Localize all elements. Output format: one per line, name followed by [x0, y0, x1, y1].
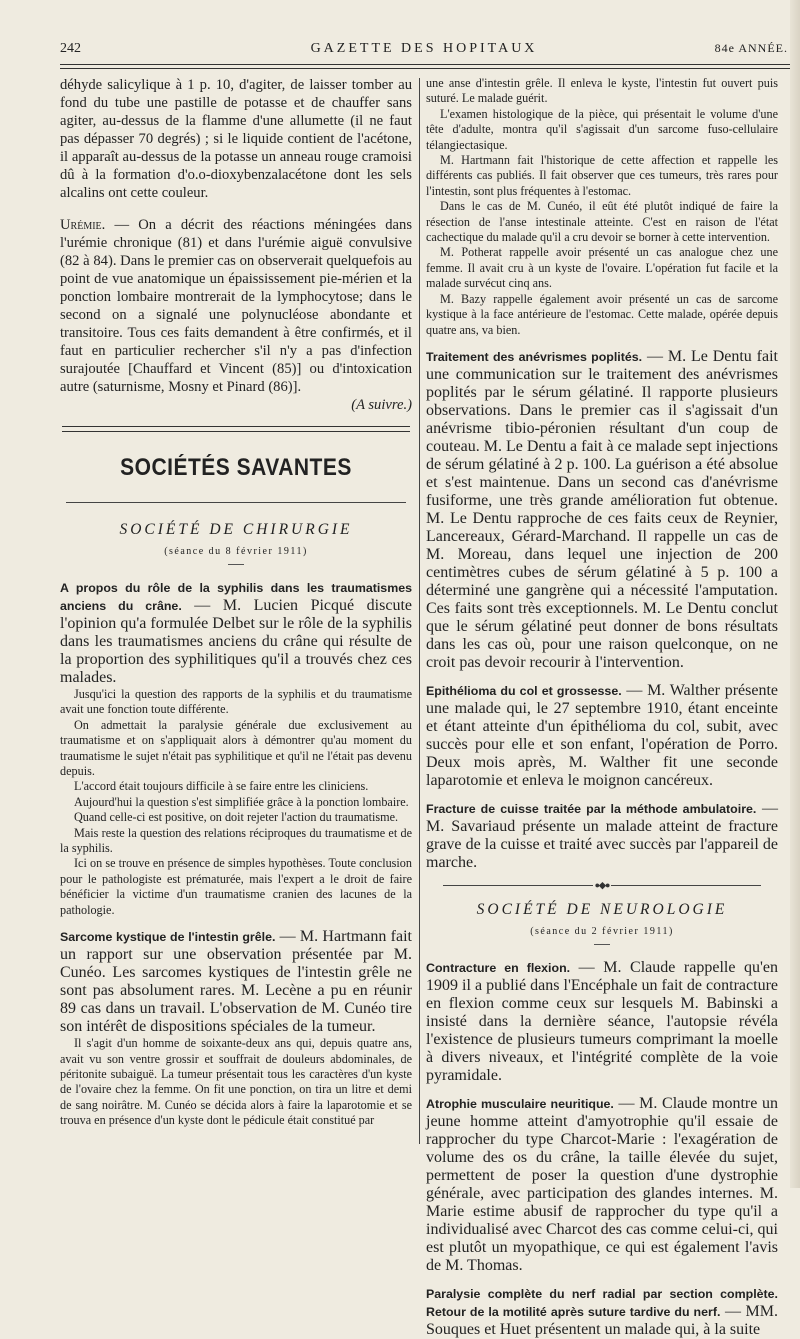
- page-header: [60, 41, 788, 61]
- uremie-text: — On a décrit des réactions méningées dans l'urémie chronique (81) et dans l'urémie aiguë convulsive (82 à 84). Dans le premier cas on observerait quelquefois au point de vue anatomique un épaississement pie-mérien et la ponction lombaire montrerait de la lymphocytose; dans le second on a signalé une polynucléose abondante et transitoire. Tous ces faits demandent à être confirmés, et il faut en particulier rechercher s'il n'y a pas d'infection surajoutée [Chauffard et Vincent (85)] ou d'intoxication autre (saturnisme, Mosny et Pinard (86)].: [60, 217, 412, 395]
- article-title: Fracture de cuisse traitée par la méthode ambulatoire.: [426, 801, 757, 816]
- section-rule: [66, 502, 406, 503]
- paragraph: Il s'agit d'un homme de soixante-deux ans qui, depuis quatre ans, avait vu son ventre grossir et souffrait de douleurs abdominales, de péritonite subaiguë. La tumeur présentait tous les caractères d'un kyste de l'ovaire chez la femme. On fit une ponction, on tira un litre et demi de sang noirâtre. M. Cunéo se décida alors à faire la laparotomie et se trouva en présence d'un kyste dont le pédicule était constitué par: [60, 1036, 412, 1128]
- journal-title: GAZETTE DES HOPITAUX: [310, 41, 538, 56]
- article-title: Contracture en flexion.: [426, 961, 571, 976]
- paragraph: Mais reste la question des relations réciproques du traumatisme et de la syphilis.: [60, 825, 412, 856]
- short-rule: [228, 564, 244, 565]
- paragraph: Ici on se trouve en présence de simples hypothèses. Toute conclusion pour le pathologiste est prématurée, mais l'expert a le droit de faire bénéficier la victime d'un traumatisme cranien des lacunes de la pathologie.: [60, 856, 412, 917]
- section-separator: [62, 426, 410, 432]
- page-edge: [790, 0, 800, 1188]
- page-number: 242: [60, 41, 81, 56]
- right-column: une anse d'intestin grêle. Il enleva le kyste, l'intestin fut ouvert puis suturé. Le malade guérit. L'examen histologique de la pièce, qui présentait le volume d'une tête d'adulte, montra qu'il s'agissait d'un sarcome fuso-cellulaire télangiectasique. M. Hartmann fait l'historique de cette affection et rappelle les différents cas publiés. Il fait observer que ces tumeurs, très rares pour l'intestin, sont plus fréquentes à l'estomac. Dans le cas de M. Cunéo, il eût été plutôt indiqué de faire la résection de l'anse intestinale atteinte. C'est en raison de l'état cachectique du malade qu'il a cru devoir se borner à cette intervention. M. Potherat rappelle avoir présenté un cas analogue chez une femme. Il avait cru à un kyste de l'ovaire. L'opération fut facile et la malade survécut cinq ans. M. Bazy rappelle également avoir présenté un cas de sarcome kystique à la face antérieure de l'estomac. Cette malade, opérée depuis quatre ans, va bien. Traitement des anévrismes poplités. — M. Le Dentu fait une communication sur le traitement des anévrismes poplités par le sérum gélatiné. Il rapporte plusieurs observations. Dans le premier cas il s'agissait d'un anévrisme tibio-péronien résultant d'un coup de couteau. M. Le Dentu a fait à ce malade sept injections de sérum gélatiné à 2 p. 100. La guérison a été absolue et s'est maintenue. Dans un second cas d'anévrisme fusiforme, une très grande amélioration fut obtenue. M. Le Dentu rapproche de ces faits ceux de Reynier, Lancereaux, Gérard-Marchand. Il rappelle un cas de M. Moreau, dans lequel une injection de 200 centimètres cubes de sérum gélatiné à 5 p. 100 a déterminé une gangrène qui a nécessité l'amputation. Ces faits sont très exceptionnels. M. Le Dentu conclut que le sérum gélatiné peut donner de bons résultats dans les cas où, pour une raison quelconque, on ne croit pas devoir recourir à l'intervention. Epithélioma du col et grossesse. — M. Walther présente une malade qui, le 27 septembre 1910, étant enceinte et étant atteinte d'un épithélioma du col, subit, avec succès pour elle et son enfant, l'opération de Porro. Deux mois après, M. Walther fit une seconde laparotomie et enleva le moignon cancéreux. Fracture de cuisse traitée par la méthode ambulatoire. — M. Savariaud présente un malade atteint de fracture grave de la cuisse et traité avec succès par l'appareil de marche. ●◆● SOCIÉTÉ DE NEUROLOGIE (séance du 2 février 1911) Contracture en flexion. — M. Claude rappelle qu'en 1909 il a publié dans l'Encéphale un fait de contracture en flexion comme ceux sur lesquels M. Babinski a insisté dans la dernière séance, l'autopsie révéla l'existence de plusieurs tumeurs comprimant la moelle à divers niveaux, et l'intégrité complète de la voie pyramidale. Atrophie musculaire neuritique. — M. Claude montre un jeune homme atteint d'amyotrophie qu'il essaie de rapprocher du type Charcot-Marie : l'exagération de volume des os du crâne, la taille élevée du sujet, permettent de poser la question d'une dystrophie générale, avec participation des glandes internes. M. Marie estime abusif de rapprocher du type qu'il a individualisé avec Charcot des cas comme celui-ci, qui est plutôt un myopathique, ce qui est également l'avis de M. Thomas. Paralysie complète du nerf radial par section complète. Retour de la motilité après suture tardive du nerf. — MM. Souques et Huet présentent un malade qui, à la suite: [426, 76, 779, 1339]
- paragraph: M. Hartmann fait l'historique de cette affection et rappelle les différents cas publiés. Il fait observer que ces tumeurs, très rares pour l'intestin, sont plus fréquentes à l'estomac.: [426, 153, 778, 198]
- society-title: SOCIÉTÉ DE CHIRURGIE: [119, 521, 353, 538]
- article-title: Paralysie complète du nerf radial par section complète. Retour de la motilité après suture tardive du nerf.: [426, 1287, 778, 1320]
- article-title: Sarcome kystique de l'intestin grêle.: [60, 930, 276, 945]
- seance-date: (séance du 8 février 1911): [164, 546, 308, 557]
- paragraph: M. Potherat rappelle avoir présenté un cas analogue chez une femme. Il avait cru à un kyste de l'ovaire. L'opération fut facile et la malade survécut cinq ans.: [426, 245, 778, 291]
- seance-date: (séance du 2 février 1911): [530, 926, 674, 938]
- paragraph: M. Bazy rappelle également avoir présenté un cas de sarcome kystique à la face antérieure de l'estomac. Cette malade, opérée depuis quatre ans, va bien.: [426, 291, 778, 337]
- paragraph: Jusqu'ici la question des rapports de la syphilis et du traumatisme avait une fonction toute différente.: [60, 687, 412, 717]
- left-column: déhyde salicylique à 1 p. 10, d'agiter, de laisser tomber au fond du tube une pastille de potasse et de chauffer sans agiter, au-dessus de la flamme d'une allumette (il ne faut pas dépasser 70 degrés) ; si le liquide contient de l'acétone, il apparaît au-dessus de la potasse un anneau rouge cramoisi dû à la formation d'o.o-dioxybenzalacétone dont les sels alcalins ont cette couleur. Urémie. — On a décrit des réactions méningées dans l'urémie chronique (81) et dans l'urémie aiguë convulsive (82 à 84). Dans le premier cas on observerait quelquefois au point de vue anatomique un épaississement pie-mérien et la ponction lombaire montrerait de la lymphocytose; dans le second on a signalé une polynucléose abondante et transitoire. Tous ces faits demandent à être confirmés, et il faut en particulier rechercher s'il n'y a pas d'infection surajoutée [Chauffard et Vincent (85)] ou d'intoxication autre (saturnisme, Mosny et Pinard (86)]. (A suivre.) SOCIÉTÉS SAVANTES SOCIÉTÉ DE CHIRURGIE (séance du 8 février 1911) A propos du rôle de la syphilis dans les traumatismes anciens du crâne. — M. Lucien Picqué discute l'opinion qu'a formulée Delbet sur le rôle de la syphilis dans les traumatismes anciens du crâne qui résulte de la proportion des syphilitiques qu'il a trouvés chez ces malades. Jusqu'ici la question des rapports de la syphilis et du traumatisme avait une fonction toute différente. On admettait la paralysie générale due exclusivement au traumatisme et on s'appliquait alors à démontrer qu'au moment du traumatisme le sujet n'était pas syphilitique et qu'il ne l'était pas devenu depuis. L'accord était toujours difficile à se faire entre les cliniciens. Aujourd'hui la question s'est simplifiée grâce à la ponction lombaire. Quand celle-ci est positive, on doit rejeter l'action du traumatisme. Mais reste la question des relations réciproques du traumatisme et de la syphilis. Ici on se trouve en présence de simples hypothèses. Toute conclusion pour le pathologiste est prématurée, mais l'expert a le droit de faire bénéficier la victime d'un traumatisme cranien des lacunes de la pathologie. Sarcome kystique de l'intestin grêle. — M. Hartmann fait un rapport sur une observation présentée par M. Cunéo. Les sarcomes kystiques de l'intestin grêle ne sont pas absolument rares. M. Lecène a pu en réunir 89 cas dans un travail. L'observation de M. Cunéo tire son intérêt de dispositions spéciales de la tumeur. Il s'agit d'un homme de soixante-deux ans qui, depuis quatre ans, avait vu son ventre grossir et souffrait de douleurs abdominales, de péritonite subaiguë. La tumeur présentait tous les caractères d'un kyste de l'ovaire chez la femme. On fit une ponction, on tira un litre et demi de sang noirâtre. M. Cunéo se décida alors à faire la laparotomie et se trouva en présence d'un kyste dont le pédicule était constitué par: [60, 77, 412, 1128]
- paragraph: L'accord était toujours difficile à se faire entre les cliniciens.: [74, 779, 369, 794]
- short-rule: [594, 944, 610, 945]
- column-divider: [419, 78, 420, 1144]
- to-be-continued: (A suivre.): [351, 397, 412, 413]
- article-title: A propos du rôle de la syphilis dans les traumatismes anciens du crâne.: [60, 581, 412, 613]
- article-title: Epithélioma du col et grossesse.: [426, 683, 622, 698]
- section-title: SOCIÉTÉS SAVANTES: [120, 454, 352, 481]
- lead-paragraph: déhyde salicylique à 1 p. 10, d'agiter, de laisser tomber au fond du tube une pastille de potasse et de chauffer sans agiter, au-dessus de la flamme d'une allumette (il ne faut pas dépasser 70 degrés) ; si le liquide contient de l'acétone, il apparaît au-dessus de la potasse un anneau rouge cramoisi dû à la formation d'o.o-dioxybenzalacétone dont les sels alcalins ont cette couleur.: [60, 77, 412, 201]
- paragraph: L'examen histologique de la pièce, qui présentait le volume d'une tête d'adulte, montra qu'il s'agissait d'un sarcome fuso-cellulaire télangiectasique.: [426, 106, 778, 152]
- uremie-paragraph: [60, 216, 412, 396]
- paragraph: Aujourd'hui la question s'est simplifiée grâce à la ponction lombaire.: [74, 794, 409, 809]
- uremie-label: Urémie.: [60, 217, 106, 233]
- year-label: 84e ANNÉE.: [714, 41, 788, 55]
- society-title: SOCIÉTÉ DE NEUROLOGIE: [476, 901, 728, 919]
- ornament-separator: ●◆●: [426, 880, 778, 891]
- header-rule: [60, 64, 790, 69]
- article-title: Traitement des anévrismes poplités.: [426, 349, 643, 364]
- paragraph: Dans le cas de M. Cunéo, il eût été plutôt indiqué de faire la résection de l'anse intestinale atteinte. C'est en raison de l'état cachectique du malade qu'il a cru devoir se borner à cette intervention.: [426, 199, 778, 245]
- article-title: Atrophie musculaire neuritique.: [426, 1097, 614, 1112]
- paragraph: Quand celle-ci est positive, on doit rejeter l'action du traumatisme.: [74, 810, 399, 825]
- paragraph: une anse d'intestin grêle. Il enleva le kyste, l'intestin fut ouvert puis suturé. Le malade guérit.: [426, 76, 778, 106]
- paragraph: On admettait la paralysie générale due exclusivement au traumatisme et on s'appliquait alors à démontrer qu'au moment du traumatisme le sujet n'était pas syphilitique et qu'il ne l'était pas devenu depuis.: [60, 717, 412, 779]
